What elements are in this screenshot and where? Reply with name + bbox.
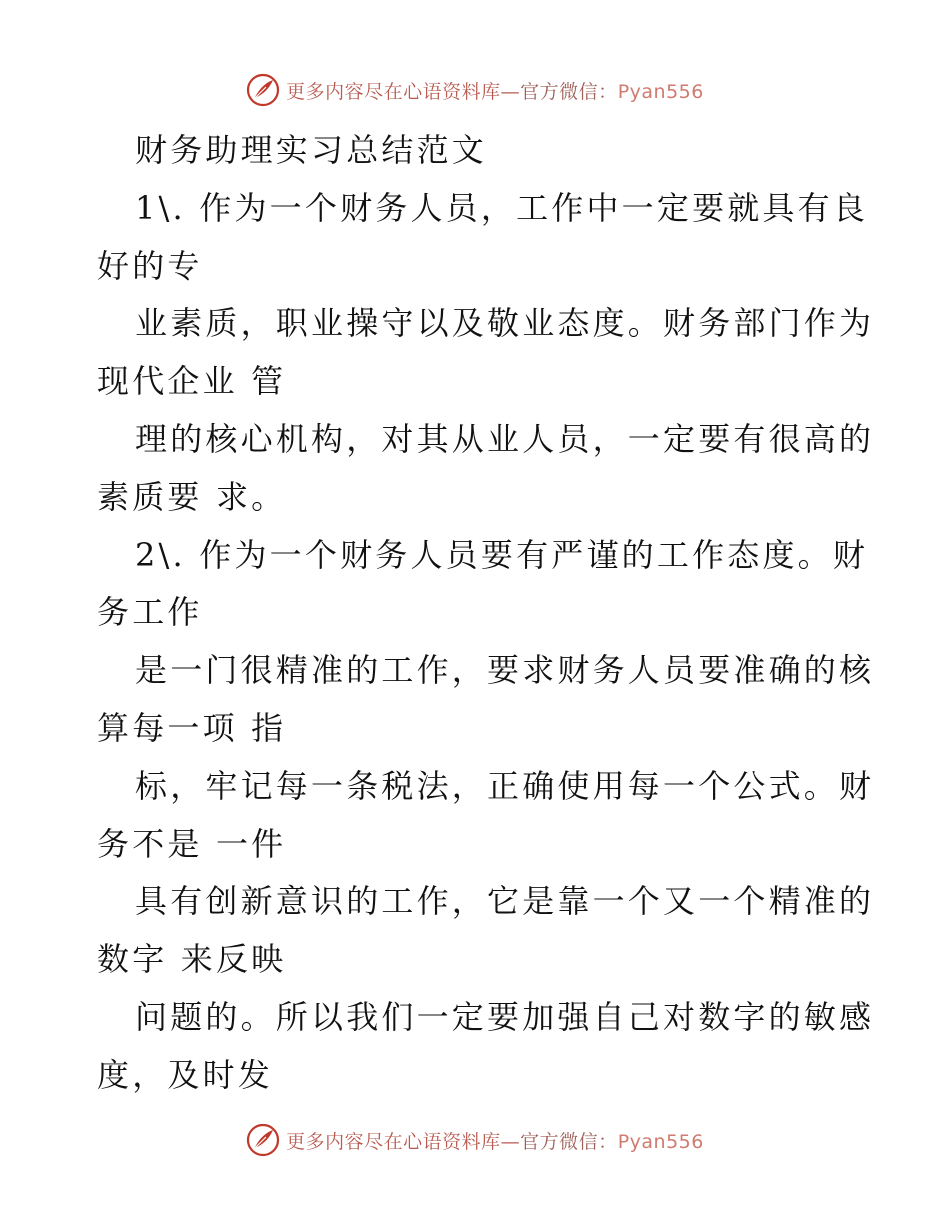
- feather-pen-logo-icon: [246, 73, 280, 107]
- banner-wechat-label: 官方微信：: [520, 1130, 618, 1153]
- paragraph-line: 算每一项 指: [97, 708, 287, 747]
- paragraph-line: 1\. 作为一个财务人员，工作中一定要就具有良: [135, 188, 869, 227]
- banner-text: [286, 1127, 704, 1154]
- banner-dash: —: [500, 80, 521, 103]
- banner-dash: —: [500, 1130, 521, 1153]
- paragraph-line: 2\. 作为一个财务人员要有严谨的工作态度。财: [135, 535, 869, 574]
- paragraph-line: 好的专: [97, 246, 203, 285]
- document-body: [97, 122, 875, 1105]
- paragraph-line: 度，及时发: [97, 1055, 274, 1094]
- footer-banner: [0, 1120, 950, 1160]
- paragraph-line: 具有创新意识的工作，它是靠一个又一个精准的: [135, 882, 875, 921]
- document-title: 财务助理实习总结范文: [135, 131, 488, 169]
- paragraph-line: 素质要 求。: [97, 477, 287, 516]
- paragraph-line: 务工作: [97, 593, 203, 632]
- header-banner: [0, 70, 950, 110]
- paragraph-line: 业素质，职业操守以及敬业态度。财务部门作为: [135, 304, 875, 343]
- paragraph-line: 理的核心机构，对其从业人员，一定要有很高的: [135, 419, 875, 458]
- paragraph-line: 标，牢记每一条税法，正确使用每一个公式。财: [135, 766, 875, 805]
- banner-content: [246, 1123, 704, 1157]
- banner-text: [286, 77, 704, 104]
- paragraph-line: 现代企业 管: [97, 362, 287, 401]
- banner-wechat-label: 官方微信：: [520, 80, 618, 103]
- paragraph-line: 问题的。所以我们一定要加强自己对数字的敏感: [135, 997, 875, 1036]
- banner-wechat-id: Pyan556: [617, 80, 704, 103]
- banner-slogan: 更多内容尽在心语资料库: [286, 1130, 501, 1153]
- banner-slogan: 更多内容尽在心语资料库: [286, 80, 501, 103]
- feather-pen-logo-icon: [246, 1123, 280, 1157]
- paragraph-line: 是一门很精准的工作，要求财务人员要准确的核: [135, 651, 875, 690]
- paragraph-line: 数字 来反映: [97, 940, 287, 979]
- banner-content: [246, 73, 704, 107]
- paragraph-line: 务不是 一件: [97, 824, 287, 863]
- banner-wechat-id: Pyan556: [617, 1130, 704, 1153]
